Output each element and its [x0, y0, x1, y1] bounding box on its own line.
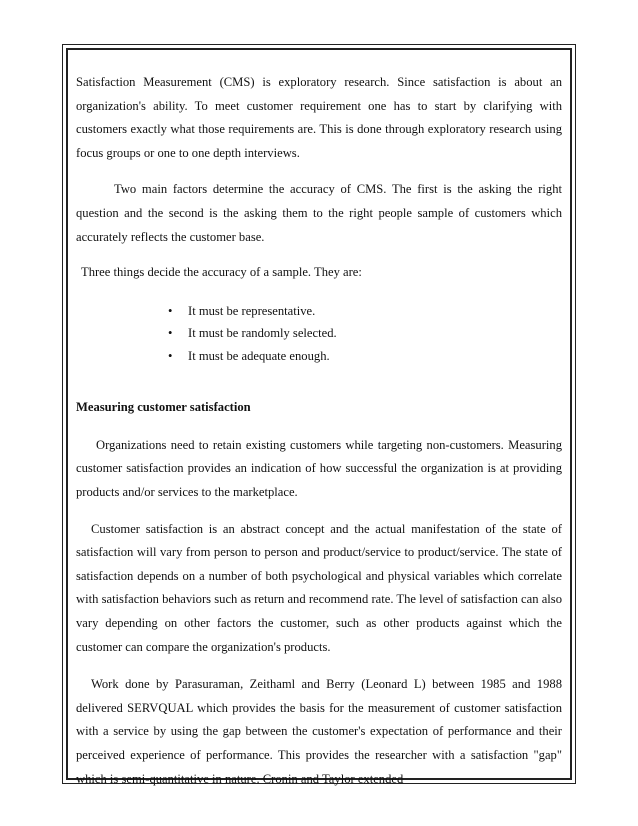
- paragraph-cms-accuracy: Two main factors determine the accuracy of CMS. The first is the asking the right question and the second is the asking them to the right people sample of customers which accurately reflects the customer base.: [76, 182, 562, 244]
- paragraph-servqual: Work done by Parasuraman, Zeithaml and Berry (Leonard L) between 1985 and 1988 delivered SERVQUAL which provides the basis for the measurement of customer satisfaction with a service by using the gap between the customer's expectation of performance and their perceived experience of performance. This provides the researcher with a satisfaction "gap" which is semi-quantitative in nature. Cronin and Taylor extended: [76, 677, 562, 786]
- list-item: • It must be representative.: [168, 300, 562, 323]
- bullet-icon: •: [168, 303, 173, 318]
- section-heading: Measuring customer satisfaction: [76, 400, 251, 415]
- paragraph-sample-accuracy: Three things decide the accuracy of a sample. They are:: [81, 265, 362, 280]
- list-item: • It must be adequate enough.: [168, 345, 562, 368]
- sample-criteria-list: [76, 300, 562, 368]
- bullet-icon: •: [168, 326, 173, 341]
- paragraph-retain-customers: Organizations need to retain existing customers while targeting non-customers. Measuring customer satisfaction provides an indication of how successful the organization is at providing products and/or services to the marketplace.: [76, 437, 562, 500]
- bullet-icon: •: [168, 348, 173, 363]
- list-item: • It must be randomly selected.: [168, 322, 562, 345]
- paragraph-cms-intro: Satisfaction Measurement (CMS) is exploratory research. Since satisfaction is about an organization's ability. To meet customer requirement one has to start by clarifying with customers exactly what those requirements are. This is done through exploratory research using focus groups or one to one depth interviews.: [76, 75, 562, 160]
- paragraph-abstract-concept: Customer satisfaction is an abstract concept and the actual manifestation of the state of satisfaction will vary from person to person and product/service to product/service. The state of satisfaction depends on a number of both psychological and physical variables which correlate with satisfaction behaviors such as return and recommend rate. The level of satisfaction can also vary depending on other factors the customer, such as other products against which the customer can compare the organization's products.: [76, 521, 562, 654]
- document-body: [76, 71, 562, 791]
